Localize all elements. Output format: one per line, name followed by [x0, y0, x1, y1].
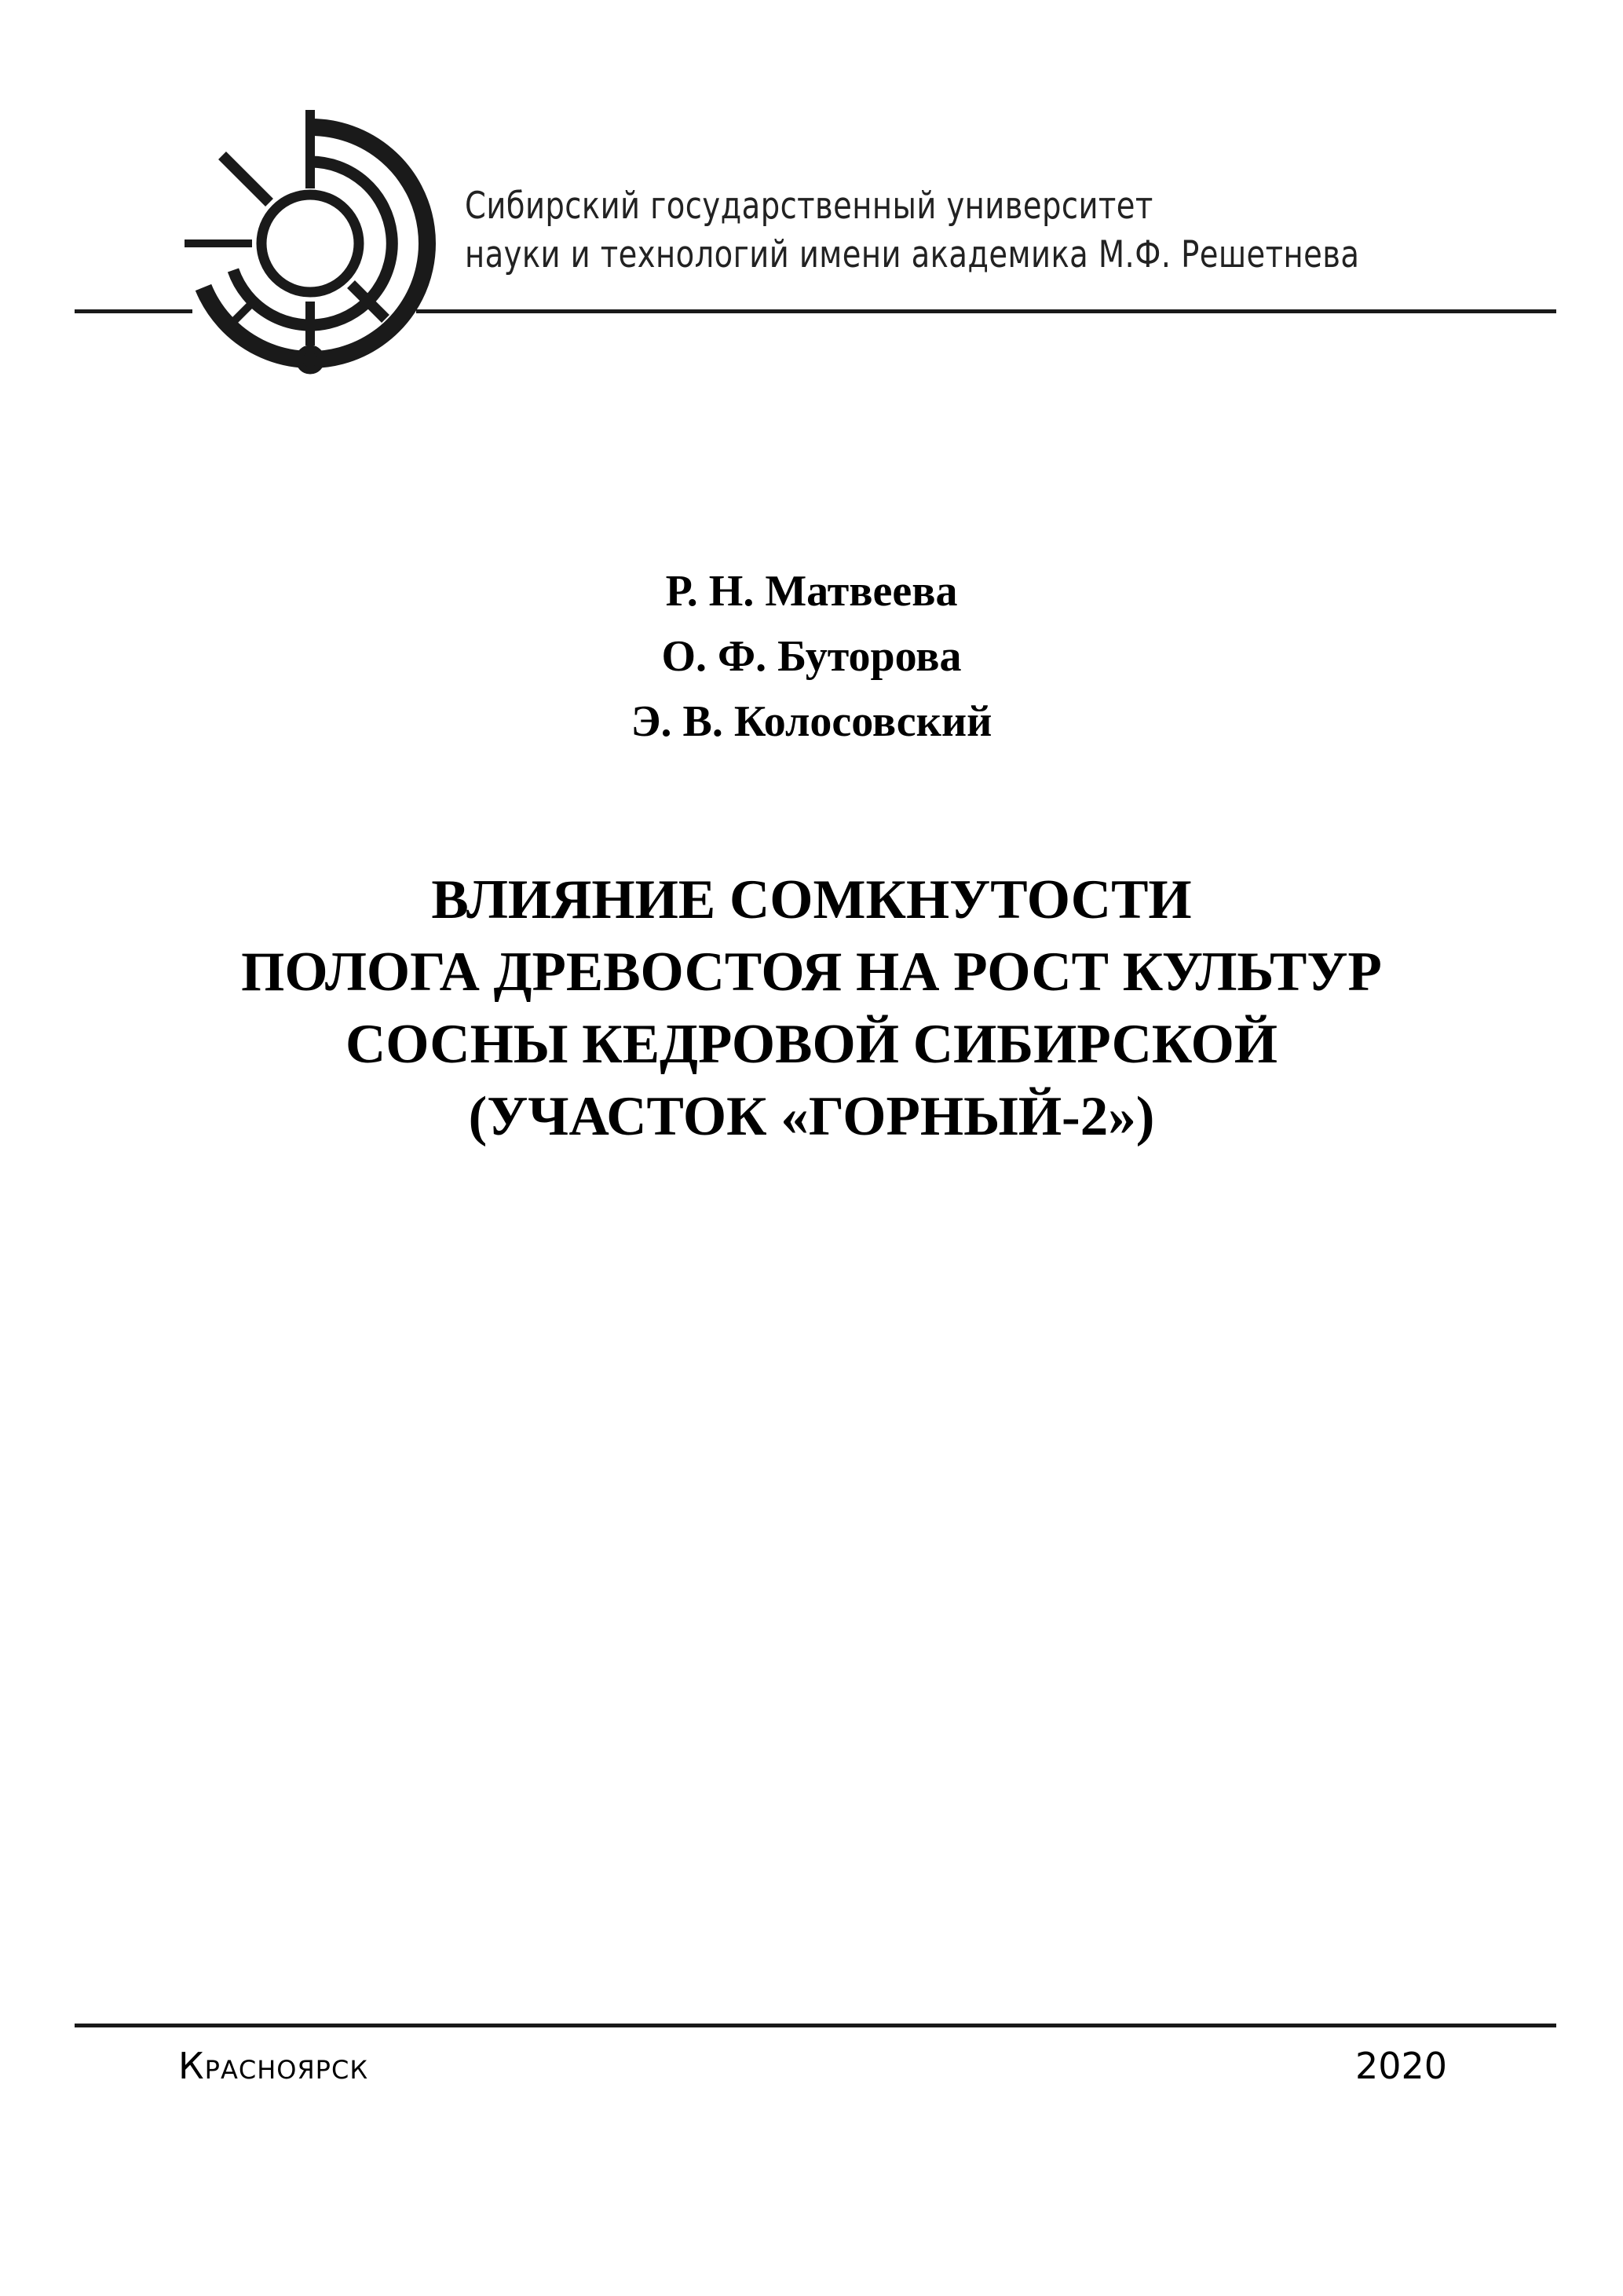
- university-emblem-icon: [177, 110, 444, 377]
- university-name-line-2: науки и технологий имени академика М.Ф. Решетнева: [465, 233, 1360, 276]
- header-rule-right: [416, 309, 1556, 313]
- title-line-3: СОСНЫ КЕДРОВОЙ СИБИРСКОЙ: [345, 1014, 1278, 1075]
- title-line-1: ВЛИЯНИЕ СОМКНУТОСТИ: [431, 869, 1192, 930]
- title-line-4: (УЧАСТОК «ГОРНЫЙ-2»): [468, 1086, 1155, 1147]
- author-1: Р. Н. Матвеева: [665, 567, 958, 616]
- header-rule-left: [75, 309, 192, 313]
- author-2: О. Ф. Буторова: [661, 632, 962, 681]
- university-name: [465, 182, 1359, 280]
- publication-year: 2020: [1355, 2045, 1448, 2087]
- university-name-line-1: Сибирский государственный университет: [465, 185, 1153, 228]
- author-3: Э. В. Колосовский: [631, 697, 992, 746]
- title-line-2: ПОЛОГА ДРЕВОСТОЯ НА РОСТ КУЛЬТУР: [241, 941, 1382, 1003]
- book-title: [0, 864, 1623, 1153]
- authors-list: [0, 559, 1623, 755]
- footer-rule: [75, 2024, 1556, 2027]
- publication-city: Красноярск: [178, 2045, 369, 2087]
